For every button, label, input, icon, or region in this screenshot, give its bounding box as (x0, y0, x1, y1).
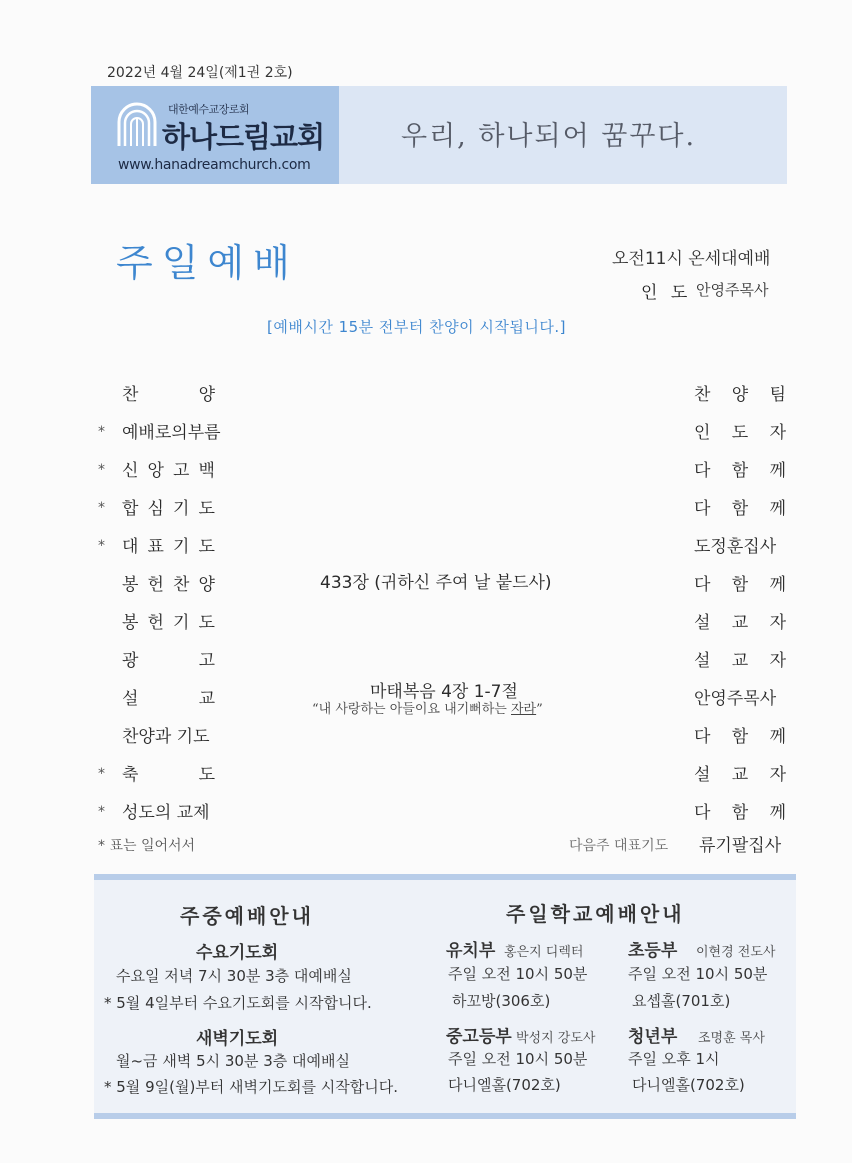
dept-time: 주일 오전 10시 50분 (628, 965, 768, 983)
logo-denomination: 대한예수교장로회 (168, 103, 250, 116)
order-item: 봉 헌 기 도 (122, 613, 215, 633)
leader-label: 인 도 (641, 283, 692, 303)
dept-time: 주일 오전 10시 50분 (448, 1050, 588, 1068)
order-item: 합 심 기 도 (122, 499, 215, 519)
dept-place: 요셉홀(701호) (632, 992, 731, 1010)
order-row (0, 722, 852, 752)
stand-marker: * (98, 500, 105, 516)
dept-time: 주일 오후 1시 (628, 1050, 720, 1068)
dept-name: 중고등부 (446, 1027, 512, 1047)
order-person: 설 교 자 (694, 765, 786, 785)
order-person: 찬 양 팀 (694, 385, 786, 405)
order-row (0, 646, 852, 676)
sunday-school-title: 주일학교예배안내 (506, 902, 685, 926)
dept-time: 주일 오전 10시 50분 (448, 965, 588, 983)
order-item: 설 교 (122, 689, 215, 709)
order-item: 봉 헌 찬 양 (122, 575, 215, 595)
dawn-note: * 5월 9일(월)부터 새벽기도회를 시작합니다. (104, 1078, 398, 1096)
order-item: 찬양과 기도 (122, 727, 210, 747)
order-person: 설 교 자 (694, 651, 786, 671)
dept-lead: 박성지 강도사 (516, 1031, 596, 1046)
dept-name: 초등부 (628, 941, 678, 961)
order-item: 예배로의부름 (122, 423, 221, 443)
next-prayer-name: 류기팔집사 (699, 836, 782, 856)
order-item: 찬 양 (122, 385, 215, 405)
sermon-quote (312, 698, 543, 717)
order-person: 다 함 께 (694, 461, 786, 481)
order-item: 대 표 기 도 (122, 537, 215, 557)
dawn-title: 새벽기도회 (196, 1029, 279, 1049)
order-item: 신 앙 고 백 (122, 461, 215, 481)
order-person: 안영주목사 (694, 689, 777, 709)
stand-marker: * (98, 462, 105, 478)
order-person: 설 교 자 (694, 613, 786, 633)
divider (94, 874, 796, 880)
dept-place: 다니엘홀(702호) (632, 1076, 745, 1094)
dawn-time: 월~금 새벽 5시 30분 3층 대예배실 (116, 1052, 350, 1070)
offering-hymn: 433장 (귀하신 주여 날 붙드사) (320, 573, 552, 593)
order-person: 인 도 자 (694, 423, 786, 443)
sermon-quote-underlined: 자라 (511, 702, 537, 717)
order-row (0, 760, 852, 790)
weekday-section-title: 주중예배안내 (180, 904, 314, 928)
order-person: 다 함 께 (694, 499, 786, 519)
sermon-quote-close: ” (536, 702, 543, 717)
order-item: 광 고 (122, 651, 215, 671)
divider (94, 1113, 796, 1119)
dept-lead: 조명훈 목사 (698, 1031, 765, 1046)
church-website-link[interactable]: www.hanadreamchurch.com (118, 157, 311, 173)
dept-name: 유치부 (446, 941, 496, 961)
next-prayer-label: 다음주 대표기도 (569, 838, 669, 854)
wednesday-title: 수요기도회 (196, 943, 279, 963)
sermon-scripture: 마태복음 4장 1-7절 (370, 682, 518, 702)
order-row (0, 608, 852, 638)
dept-lead: 이현경 전도사 (696, 945, 776, 960)
order-row (0, 532, 852, 562)
order-row (0, 418, 852, 448)
order-row (0, 380, 852, 410)
sermon-quote-text: “내 사랑하는 아들이요 내기뻐하는 (312, 702, 511, 717)
order-row (0, 798, 852, 828)
issue-date: 2022년 4월 24일(제1권 2호) (107, 65, 293, 81)
stand-marker: * (98, 804, 105, 820)
church-slogan: 우리, 하나되어 꿈꾸다. (401, 121, 697, 152)
order-row (0, 456, 852, 486)
praise-notice: [예배시간 15분 전부터 찬양이 시작됩니다.] (267, 318, 566, 336)
church-arch-icon (115, 100, 159, 148)
dept-name: 청년부 (628, 1027, 678, 1047)
order-person: 다 함 께 (694, 727, 786, 747)
service-time: 오전11시 온세대예배 (612, 249, 771, 269)
order-person: 다 함 께 (694, 575, 786, 595)
order-item: 축 도 (122, 765, 215, 785)
wednesday-time: 수요일 저녁 7시 30분 3층 대예배실 (116, 967, 352, 985)
stand-marker: * (98, 538, 105, 554)
dept-place: 다니엘홀(702호) (448, 1076, 561, 1094)
order-item: 성도의 교제 (122, 803, 210, 823)
dept-lead: 홍은지 디렉터 (504, 945, 584, 960)
logo-church-name: 하나드림교회 (162, 120, 325, 154)
stand-note: * 표는 일어서서 (98, 838, 196, 854)
wednesday-note: * 5월 4일부터 수요기도회를 시작합니다. (104, 994, 372, 1012)
leader-name: 안영주목사 (696, 281, 769, 299)
stand-marker: * (98, 424, 105, 440)
dept-place: 하꼬방(306호) (452, 992, 551, 1010)
order-person: 도정훈집사 (694, 537, 777, 557)
page-title: 주일예배 (116, 241, 299, 285)
stand-marker: * (98, 766, 105, 782)
order-person: 다 함 께 (694, 803, 786, 823)
order-row (0, 494, 852, 524)
